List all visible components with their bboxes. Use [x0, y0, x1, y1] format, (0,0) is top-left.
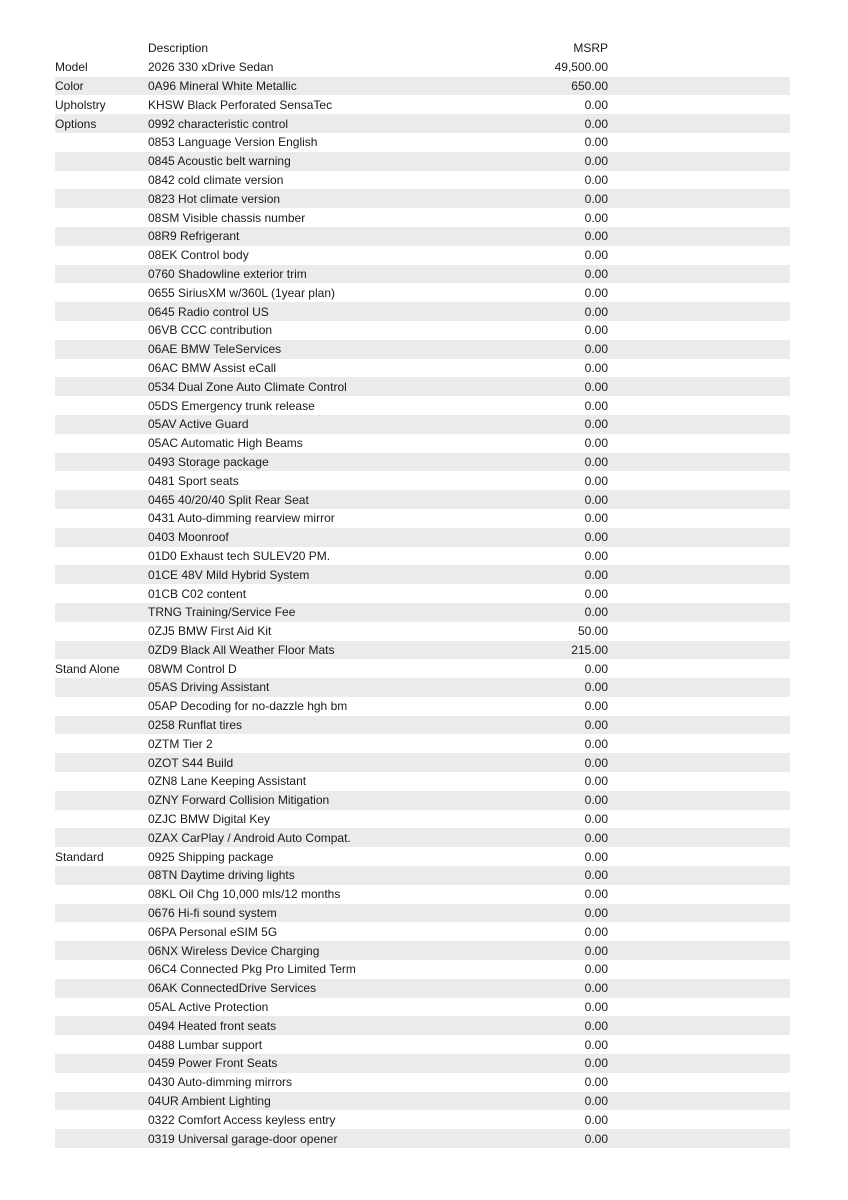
- description-cell: 0494 Heated front seats: [148, 1018, 277, 1033]
- spacer-cell: [608, 208, 790, 227]
- spacer-cell: [608, 960, 790, 979]
- category-cell: [55, 885, 148, 904]
- table-row: [55, 584, 790, 603]
- description-cell: 0ZD9 Black All Weather Floor Mats: [148, 642, 335, 657]
- spacer-cell: [608, 95, 790, 114]
- msrp-cell: 0.00: [584, 774, 608, 789]
- spacer-column-header: [608, 39, 790, 58]
- description-cell: 0760 Shadowline exterior trim: [148, 266, 307, 281]
- description-cell: 0459 Power Front Seats: [148, 1056, 278, 1071]
- msrp-cell: 0.00: [584, 586, 608, 601]
- description-cell: 06C4 Connected Pkg Pro Limited Term: [148, 962, 356, 977]
- description-cell: 0842 cold climate version: [148, 172, 284, 187]
- table-row: [55, 77, 790, 96]
- category-cell: [55, 904, 148, 923]
- table-row: [55, 471, 790, 490]
- spacer-cell: [608, 941, 790, 960]
- description-cell: 0992 characteristic control: [148, 116, 289, 131]
- price-table: [55, 39, 790, 1148]
- table-row: [55, 791, 790, 810]
- msrp-cell: 0.00: [584, 135, 608, 150]
- description-cell: 08R9 Refrigerant: [148, 229, 240, 244]
- msrp-cell: 0.00: [584, 191, 608, 206]
- category-cell: [55, 922, 148, 941]
- category-cell: [55, 133, 148, 152]
- category-cell: Options: [55, 116, 97, 131]
- msrp-cell: 50.00: [577, 624, 608, 639]
- description-cell: 0319 Universal garage-door opener: [148, 1131, 338, 1146]
- table-row: [55, 998, 790, 1017]
- table-row: [55, 1073, 790, 1092]
- table-row: [55, 847, 790, 866]
- msrp-cell: 0.00: [584, 755, 608, 770]
- table-row: [55, 359, 790, 378]
- msrp-cell: 0.00: [584, 868, 608, 883]
- table-row: [55, 1016, 790, 1035]
- category-cell: [55, 246, 148, 265]
- description-cell: 0ZJC BMW Digital Key: [148, 812, 271, 827]
- category-cell: [55, 678, 148, 697]
- spacer-cell: [608, 528, 790, 547]
- description-cell: 0403 Moonroof: [148, 530, 229, 545]
- spacer-cell: [608, 885, 790, 904]
- table-row: [55, 1035, 790, 1054]
- description-cell: 05AP Decoding for no-dazzle hgh bm: [148, 699, 348, 714]
- table-row: [55, 979, 790, 998]
- description-cell: 0823 Hot climate version: [148, 191, 281, 206]
- msrp-cell: 0.00: [584, 1131, 608, 1146]
- table-row: [55, 1110, 790, 1129]
- category-cell: [55, 171, 148, 190]
- description-cell: 0676 Hi-fi sound system: [148, 906, 277, 921]
- table-row: [55, 95, 790, 114]
- spacer-cell: [608, 453, 790, 472]
- spacer-cell: [608, 922, 790, 941]
- table-row: [55, 810, 790, 829]
- spacer-cell: [608, 1110, 790, 1129]
- msrp-cell: 0.00: [584, 417, 608, 432]
- description-cell: 05AL Active Protection: [148, 1000, 269, 1015]
- spacer-cell: [608, 565, 790, 584]
- category-column-header: [55, 39, 148, 58]
- category-cell: [55, 547, 148, 566]
- category-cell: [55, 1092, 148, 1111]
- table-row: [55, 434, 790, 453]
- description-cell: 05AS Driving Assistant: [148, 680, 270, 695]
- category-cell: Stand Alone: [55, 661, 120, 676]
- spacer-cell: [608, 359, 790, 378]
- spacer-cell: [608, 302, 790, 321]
- category-cell: [55, 453, 148, 472]
- spacer-cell: [608, 377, 790, 396]
- description-cell: 08WM Control D: [148, 661, 237, 676]
- spacer-cell: [608, 171, 790, 190]
- description-cell: 05AC Automatic High Beams: [148, 436, 303, 451]
- description-cell: 06VB CCC contribution: [148, 323, 273, 338]
- spacer-cell: [608, 471, 790, 490]
- description-cell: 06AC BMW Assist eCall: [148, 360, 277, 375]
- spacer-cell: [608, 434, 790, 453]
- table-row: [55, 283, 790, 302]
- category-cell: Standard: [55, 849, 104, 864]
- category-cell: Upholstry: [55, 97, 106, 112]
- msrp-cell: 0.00: [584, 304, 608, 319]
- spacer-cell: [608, 509, 790, 528]
- category-cell: [55, 396, 148, 415]
- msrp-cell: 0.00: [584, 548, 608, 563]
- spacer-cell: [608, 828, 790, 847]
- category-cell: [55, 565, 148, 584]
- table-row: [55, 302, 790, 321]
- msrp-cell: 0.00: [584, 436, 608, 451]
- description-cell: 08EK Control body: [148, 248, 249, 263]
- spacer-cell: [608, 396, 790, 415]
- description-cell: 0ZAX CarPlay / Android Auto Compat.: [148, 830, 351, 845]
- table-row: [55, 1092, 790, 1111]
- table-row: [55, 453, 790, 472]
- msrp-cell: 0.00: [584, 248, 608, 263]
- spacer-cell: [608, 490, 790, 509]
- spacer-cell: [608, 283, 790, 302]
- table-row: [55, 340, 790, 359]
- table-row: [55, 152, 790, 171]
- spacer-cell: [608, 772, 790, 791]
- description-cell: 0645 Radio control US: [148, 304, 269, 319]
- table-row: [55, 490, 790, 509]
- spacer-cell: [608, 734, 790, 753]
- table-row: [55, 828, 790, 847]
- msrp-cell: 0.00: [584, 342, 608, 357]
- price-table-body: [55, 58, 790, 1148]
- category-cell: [55, 734, 148, 753]
- table-row: [55, 772, 790, 791]
- category-cell: [55, 528, 148, 547]
- msrp-cell: 0.00: [584, 830, 608, 845]
- table-row: [55, 678, 790, 697]
- spacer-cell: [608, 904, 790, 923]
- description-column-header: Description: [148, 39, 458, 58]
- spacer-cell: [608, 847, 790, 866]
- description-cell: 0ZN8 Lane Keeping Assistant: [148, 774, 307, 789]
- spacer-cell: [608, 697, 790, 716]
- description-cell: 06AK ConnectedDrive Services: [148, 981, 317, 996]
- description-cell: 06NX Wireless Device Charging: [148, 943, 320, 958]
- description-cell: 0534 Dual Zone Auto Climate Control: [148, 379, 347, 394]
- table-row: [55, 716, 790, 735]
- table-row: [55, 565, 790, 584]
- msrp-cell: 0.00: [584, 680, 608, 695]
- msrp-cell: 0.00: [584, 661, 608, 676]
- table-row: [55, 377, 790, 396]
- category-cell: [55, 415, 148, 434]
- table-row: [55, 622, 790, 641]
- table-row: [55, 321, 790, 340]
- category-cell: [55, 152, 148, 171]
- msrp-cell: 0.00: [584, 1056, 608, 1071]
- msrp-cell: 0.00: [584, 1000, 608, 1015]
- msrp-cell: 0.00: [584, 210, 608, 225]
- msrp-cell: 0.00: [584, 473, 608, 488]
- spacer-cell: [608, 979, 790, 998]
- msrp-cell: 0.00: [584, 398, 608, 413]
- spacer-cell: [608, 622, 790, 641]
- spacer-cell: [608, 321, 790, 340]
- description-cell: 01D0 Exhaust tech SULEV20 PM.: [148, 548, 331, 563]
- msrp-cell: 0.00: [584, 172, 608, 187]
- msrp-cell: 0.00: [584, 924, 608, 939]
- description-cell: 08SM Visible chassis number: [148, 210, 306, 225]
- spacer-cell: [608, 1073, 790, 1092]
- table-row: [55, 246, 790, 265]
- msrp-cell: 0.00: [584, 379, 608, 394]
- description-cell: KHSW Black Perforated SensaTec: [148, 97, 333, 112]
- description-cell: 0853 Language Version English: [148, 135, 318, 150]
- category-cell: [55, 189, 148, 208]
- description-cell: 08TN Daytime driving lights: [148, 868, 295, 883]
- msrp-cell: 0.00: [584, 943, 608, 958]
- description-cell: 01CE 48V Mild Hybrid System: [148, 567, 310, 582]
- table-row: [55, 58, 790, 77]
- category-cell: [55, 810, 148, 829]
- table-row: [55, 960, 790, 979]
- spacer-cell: [608, 189, 790, 208]
- spacer-cell: [608, 77, 790, 96]
- description-cell: 06PA Personal eSIM 5G: [148, 924, 278, 939]
- table-row: [55, 866, 790, 885]
- table-row: [55, 171, 790, 190]
- msrp-cell: 0.00: [584, 1075, 608, 1090]
- spacer-cell: [608, 678, 790, 697]
- msrp-cell: 215.00: [571, 642, 608, 657]
- table-row: [55, 753, 790, 772]
- spacer-cell: [608, 791, 790, 810]
- spacer-cell: [608, 716, 790, 735]
- msrp-column-header: MSRP: [458, 39, 608, 58]
- price-table-header: [55, 39, 790, 58]
- description-cell: 0925 Shipping package: [148, 849, 274, 864]
- table-row: [55, 415, 790, 434]
- category-cell: [55, 979, 148, 998]
- table-row: [55, 528, 790, 547]
- msrp-cell: 0.00: [584, 812, 608, 827]
- description-cell: 0481 Sport seats: [148, 473, 239, 488]
- msrp-cell: 0.00: [584, 323, 608, 338]
- description-cell: 0493 Storage package: [148, 454, 269, 469]
- category-cell: [55, 265, 148, 284]
- table-row: [55, 734, 790, 753]
- msrp-cell: 0.00: [584, 718, 608, 733]
- table-row: [55, 547, 790, 566]
- msrp-cell: 0.00: [584, 736, 608, 751]
- description-cell: TRNG Training/Service Fee: [148, 605, 296, 620]
- category-cell: [55, 622, 148, 641]
- category-cell: [55, 1054, 148, 1073]
- spacer-cell: [608, 753, 790, 772]
- table-row: [55, 603, 790, 622]
- description-cell: 01CB C02 content: [148, 586, 247, 601]
- category-cell: [55, 828, 148, 847]
- category-cell: [55, 302, 148, 321]
- spacer-cell: [608, 603, 790, 622]
- category-cell: [55, 1129, 148, 1148]
- msrp-cell: 0.00: [584, 1094, 608, 1109]
- msrp-cell: 0.00: [584, 1018, 608, 1033]
- description-cell: 04UR Ambient Lighting: [148, 1094, 271, 1109]
- header-row: [55, 39, 790, 58]
- category-cell: [55, 490, 148, 509]
- table-row: [55, 1054, 790, 1073]
- description-cell: 0488 Lumbar support: [148, 1037, 263, 1052]
- table-row: [55, 641, 790, 660]
- spacer-cell: [608, 265, 790, 284]
- description-cell: 0430 Auto-dimming mirrors: [148, 1075, 293, 1090]
- spacer-cell: [608, 1054, 790, 1073]
- msrp-cell: 0.00: [584, 285, 608, 300]
- msrp-cell: 0.00: [584, 97, 608, 112]
- table-row: [55, 659, 790, 678]
- table-row: [55, 904, 790, 923]
- msrp-cell: 0.00: [584, 567, 608, 582]
- msrp-cell: 0.00: [584, 793, 608, 808]
- table-row: [55, 133, 790, 152]
- table-row: [55, 697, 790, 716]
- msrp-cell: 0.00: [584, 511, 608, 526]
- msrp-cell: 0.00: [584, 530, 608, 545]
- table-row: [55, 114, 790, 133]
- category-cell: [55, 208, 148, 227]
- category-cell: [55, 227, 148, 246]
- category-cell: [55, 866, 148, 885]
- category-cell: [55, 283, 148, 302]
- msrp-cell: 0.00: [584, 229, 608, 244]
- category-cell: [55, 1035, 148, 1054]
- table-row: [55, 265, 790, 284]
- description-cell: 0258 Runflat tires: [148, 718, 243, 733]
- spacer-cell: [608, 246, 790, 265]
- description-cell: 0431 Auto-dimming rearview mirror: [148, 511, 335, 526]
- category-cell: Model: [55, 60, 88, 75]
- spacer-cell: [608, 866, 790, 885]
- table-row: [55, 1129, 790, 1148]
- category-cell: [55, 998, 148, 1017]
- description-cell: 08KL Oil Chg 10,000 mls/12 months: [148, 887, 341, 902]
- msrp-cell: 0.00: [584, 981, 608, 996]
- description-cell: 0845 Acoustic belt warning: [148, 154, 291, 169]
- description-cell: 2026 330 xDrive Sedan: [148, 60, 274, 75]
- spacer-cell: [608, 641, 790, 660]
- category-cell: [55, 716, 148, 735]
- table-row: [55, 208, 790, 227]
- spacer-cell: [608, 415, 790, 434]
- category-cell: [55, 359, 148, 378]
- msrp-cell: 0.00: [584, 1037, 608, 1052]
- category-cell: [55, 434, 148, 453]
- msrp-cell: 0.00: [584, 906, 608, 921]
- category-cell: [55, 697, 148, 716]
- msrp-cell: 0.00: [584, 116, 608, 131]
- category-cell: [55, 960, 148, 979]
- msrp-cell: 0.00: [584, 454, 608, 469]
- category-cell: Color: [55, 78, 84, 93]
- category-cell: [55, 321, 148, 340]
- category-cell: [55, 791, 148, 810]
- spacer-cell: [608, 1092, 790, 1111]
- spacer-cell: [608, 1016, 790, 1035]
- description-cell: 06AE BMW TeleServices: [148, 342, 282, 357]
- msrp-cell: 0.00: [584, 360, 608, 375]
- msrp-cell: 0.00: [584, 849, 608, 864]
- spacer-cell: [608, 1129, 790, 1148]
- msrp-cell: 49,500.00: [554, 60, 608, 75]
- spacer-cell: [608, 58, 790, 77]
- table-row: [55, 396, 790, 415]
- spacer-cell: [608, 659, 790, 678]
- description-cell: 0465 40/20/40 Split Rear Seat: [148, 492, 309, 507]
- category-cell: [55, 509, 148, 528]
- table-row: [55, 227, 790, 246]
- spacer-cell: [608, 810, 790, 829]
- table-row: [55, 189, 790, 208]
- msrp-cell: 0.00: [584, 887, 608, 902]
- spacer-cell: [608, 340, 790, 359]
- category-cell: [55, 471, 148, 490]
- spacer-cell: [608, 584, 790, 603]
- description-cell: 0ZOT S44 Build: [148, 755, 234, 770]
- category-cell: [55, 603, 148, 622]
- spacer-cell: [608, 547, 790, 566]
- description-cell: 0A96 Mineral White Metallic: [148, 78, 297, 93]
- category-cell: [55, 641, 148, 660]
- msrp-cell: 0.00: [584, 492, 608, 507]
- msrp-cell: 0.00: [584, 962, 608, 977]
- msrp-cell: 0.00: [584, 605, 608, 620]
- description-cell: 0655 SiriusXM w/360L (1year plan): [148, 285, 335, 300]
- category-cell: [55, 1110, 148, 1129]
- spacer-cell: [608, 114, 790, 133]
- msrp-cell: 0.00: [584, 154, 608, 169]
- msrp-cell: 0.00: [584, 699, 608, 714]
- category-cell: [55, 941, 148, 960]
- spacer-cell: [608, 133, 790, 152]
- description-cell: 05DS Emergency trunk release: [148, 398, 315, 413]
- category-cell: [55, 1016, 148, 1035]
- description-cell: 0ZNY Forward Collision Mitigation: [148, 793, 330, 808]
- table-row: [55, 885, 790, 904]
- msrp-cell: 650.00: [571, 78, 608, 93]
- spacer-cell: [608, 152, 790, 171]
- category-cell: [55, 340, 148, 359]
- description-cell: 0322 Comfort Access keyless entry: [148, 1112, 336, 1127]
- category-cell: [55, 753, 148, 772]
- table-row: [55, 941, 790, 960]
- table-row: [55, 509, 790, 528]
- msrp-cell: 0.00: [584, 266, 608, 281]
- msrp-cell: 0.00: [584, 1112, 608, 1127]
- table-row: [55, 922, 790, 941]
- category-cell: [55, 772, 148, 791]
- spacer-cell: [608, 227, 790, 246]
- description-cell: 0ZTM Tier 2: [148, 736, 213, 751]
- category-cell: [55, 377, 148, 396]
- spacer-cell: [608, 1035, 790, 1054]
- spacer-cell: [608, 998, 790, 1017]
- description-cell: 0ZJ5 BMW First Aid Kit: [148, 624, 272, 639]
- category-cell: [55, 1073, 148, 1092]
- category-cell: [55, 584, 148, 603]
- description-cell: 05AV Active Guard: [148, 417, 249, 432]
